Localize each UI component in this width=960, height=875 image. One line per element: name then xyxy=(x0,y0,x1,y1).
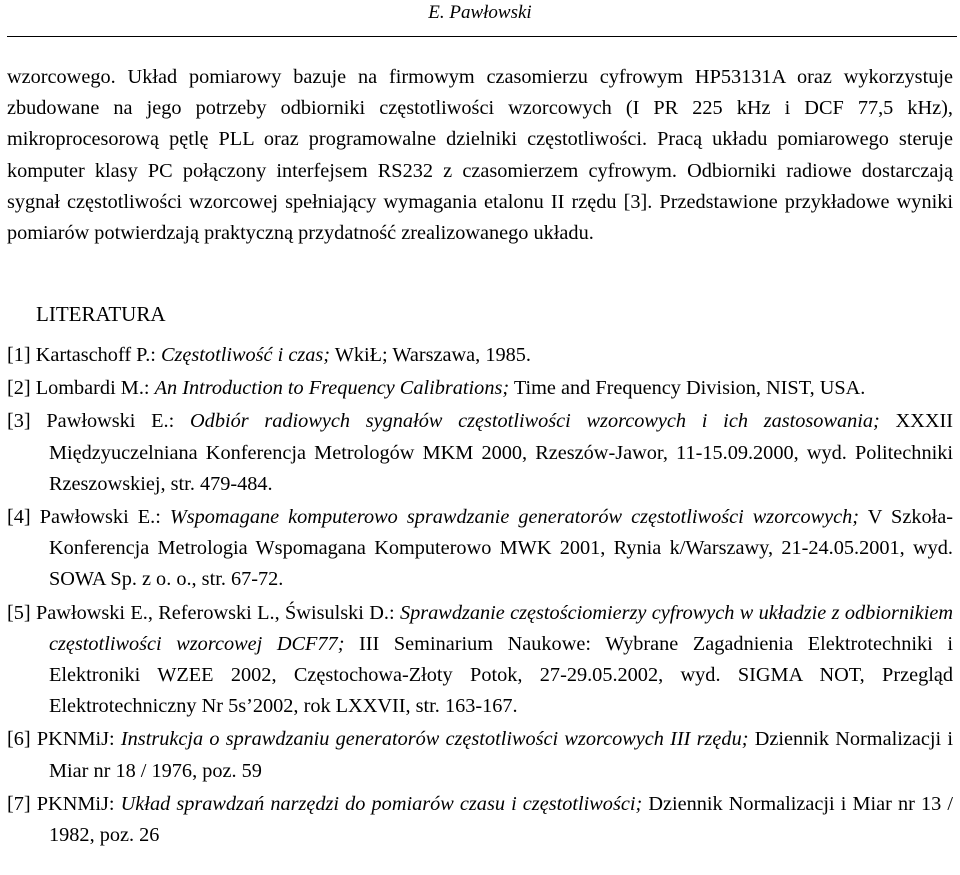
reference-authors: Lombardi M.: xyxy=(35,377,150,400)
reference-authors: Pawłowski E.: xyxy=(39,506,161,529)
reference-title: Układ sprawdzań narzędzi do pomiarów czasu i częstotliwości; xyxy=(120,792,643,815)
header-rule xyxy=(7,36,957,37)
reference-list xyxy=(7,340,953,853)
reference-authors: Pawłowski E., Referowski L., Świsulski D.: xyxy=(36,601,395,624)
reference-item xyxy=(7,373,953,404)
reference-details: Time and Frequency Division, NIST, USA. xyxy=(513,377,866,400)
reference-details: Dziennik Normalizacji i Miar nr 18 / 1976, poz. 59 xyxy=(49,728,953,782)
running-header xyxy=(0,2,960,24)
reference-item xyxy=(7,406,953,500)
reference-title: Instrukcja o sprawdzaniu generatorów częstotliwości wzorcowych III rzędu; xyxy=(120,728,749,751)
reference-number: [6] xyxy=(7,728,31,751)
reference-number: [3] xyxy=(7,410,31,433)
reference-details: XXXII Międzyuczelniana Konferencja Metrologów MKM 2000, Rzeszów-Jawor, 11-15.09.2000, wyd. Politechniki Rzeszowskiej, str. 479-484. xyxy=(49,410,953,495)
reference-number: [2] xyxy=(7,377,31,400)
reference-title: Odbiór radiowych sygnałów częstotliwości wzorcowych i ich zastosowania; xyxy=(190,410,880,433)
reference-authors: PKNMiJ: xyxy=(36,728,115,751)
reference-details: WkiŁ; Warszawa, 1985. xyxy=(334,344,531,366)
reference-details: III Seminarium Naukowe: Wybrane Zagadnienia Elektrotechniki i Elektroniki WZEE 2002, Częstochowa-Złoty Potok, 27-29.05.2002, wyd. SIGMA NOT, Przegląd Elektrotechniczny Nr 5s’2002, rok LXXVII, str. 163-167. xyxy=(49,632,953,718)
reference-number: [1] xyxy=(7,344,31,366)
running-title: E. Pawłowski xyxy=(428,2,532,23)
reference-details: Dziennik Normalizacji i Miar nr 13 / 1982, poz. 26 xyxy=(49,792,954,847)
reference-number: [5] xyxy=(7,601,31,624)
reference-title: Częstotliwość i czas; xyxy=(160,344,330,366)
reference-title: Wspomagane komputerowo sprawdzanie generatorów częstotliwości wzorcowych; xyxy=(169,506,860,529)
section-heading-literature: LITERATURA xyxy=(36,302,166,326)
reference-number: [4] xyxy=(7,506,31,529)
reference-item xyxy=(7,598,953,723)
reference-authors: Kartaschoff P.: xyxy=(35,344,156,366)
reference-item xyxy=(7,340,953,371)
reference-item xyxy=(7,789,953,851)
reference-details: V Szkoła-Konferencja Metrologia Wspomagana Komputerowo MWK 2001, Rynia k/Warszawy, 21-24.05.2001, wyd. SOWA Sp. z o. o., str. 67-72. xyxy=(49,506,953,591)
reference-number: [7] xyxy=(7,792,31,815)
reference-authors: PKNMiJ: xyxy=(36,792,115,815)
body-paragraph: wzorcowego. Układ pomiarowy bazuje na firmowym czasomierzu cyfrowym HP53131A oraz wykorzystuje zbudowane na jego potrzeby odbiorniki częstotliwości wzorcowych (I PR 225 kHz i DCF 77,5 kHz), mikroprocesorową pętlę PLL oraz programowalne dzielniki częstotliwości. Pracą układu pomiarowego steruje komputer klasy PC połączony interfejsem RS232 z czasomierzem cyfrowym. Odbiorniki radiowe dostarczają sygnał częstotliwości wzorcowej spełniający wymagania etalonu II rzędu [3]. Przedstawione przykładowe wyniki pomiarów potwierdzają praktyczną przydatność zrealizowanego układu. xyxy=(7,66,953,245)
reference-title: An Introduction to Frequency Calibrations; xyxy=(154,377,510,400)
reference-item xyxy=(7,724,953,786)
reference-authors: Pawłowski E.: xyxy=(46,410,175,433)
reference-title: Sprawdzanie częstościomierzy cyfrowych w układzie z odbiornikiem częstotliwości wzorcowej DCF77; xyxy=(49,601,953,655)
reference-item xyxy=(7,502,953,596)
